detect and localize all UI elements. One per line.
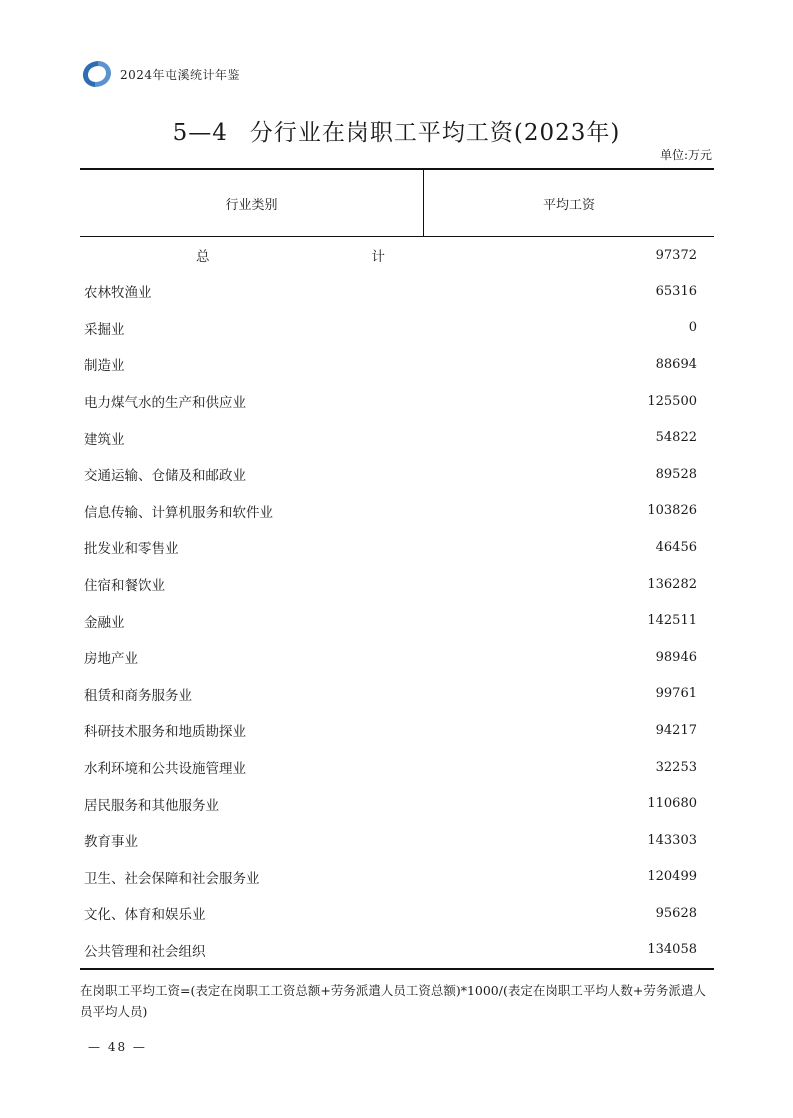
table-row [80, 639, 714, 676]
table-row [80, 822, 714, 859]
average-wage-value: 143303 [647, 832, 697, 848]
page-header [80, 58, 240, 90]
average-wage-value: 125500 [647, 393, 697, 409]
industry-name: 卫生、社会保障和社会服务业 [84, 870, 260, 887]
yearbook-logo-icon [80, 58, 114, 90]
industry-name: 文化、体育和娱乐业 [84, 907, 206, 924]
average-wage-value: 120499 [647, 869, 697, 885]
average-wage-value: 99761 [655, 686, 697, 702]
table-row [80, 419, 714, 456]
page-number: — 48 — [88, 1040, 147, 1054]
average-wage-value: 65316 [655, 283, 697, 299]
industry-name: 信息传输、计算机服务和软件业 [84, 504, 273, 521]
average-wage-value: 95628 [655, 905, 697, 921]
industry-name: 电力煤气水的生产和供应业 [84, 395, 246, 412]
average-wage-value: 142511 [647, 613, 697, 629]
average-wage-value: 89528 [655, 466, 697, 482]
table-row [80, 895, 714, 932]
table-number: 5—4 [172, 120, 228, 146]
footnote: 在岗职工平均工资=(表定在岗职工工资总额+劳务派遣人员工资总额)*1000/(表定在岗职工平均人数+劳务派遣人员平均人员) [80, 983, 706, 1019]
yearbook-title: 2024年屯溪统计年鉴 [120, 67, 241, 82]
table-row [80, 456, 714, 493]
industry-name: 制造业 [84, 358, 125, 375]
table-row [80, 676, 714, 713]
table-row [80, 310, 714, 347]
wage-table [80, 168, 714, 970]
industry-name: 水利环境和公共设施管理业 [84, 761, 246, 778]
table-row [80, 346, 714, 383]
unit-label: 单位:万元 [659, 148, 712, 162]
average-wage-value: 94217 [655, 722, 697, 738]
average-wage-value: 32253 [655, 759, 697, 775]
average-wage-value: 88694 [655, 356, 697, 372]
table-row [80, 785, 714, 822]
average-wage-value: 98946 [655, 649, 697, 665]
table-body [80, 237, 714, 968]
industry-name: 教育事业 [84, 834, 138, 851]
table-row [80, 273, 714, 310]
average-wage-value: 136282 [647, 576, 697, 592]
average-wage-value: 134058 [647, 942, 697, 958]
average-wage-value: 110680 [647, 796, 697, 812]
average-wage-value: 0 [688, 320, 697, 336]
table-row [80, 859, 714, 896]
table-row [80, 493, 714, 530]
industry-name: 科研技术服务和地质勘探业 [84, 724, 246, 741]
average-wage-value: 46456 [655, 539, 697, 555]
table-title: 分行业在岗职工平均工资(2023年) [249, 120, 621, 146]
industry-name: 交通运输、仓储及和邮政业 [84, 468, 246, 485]
page-title [0, 114, 793, 147]
industry-name: 采掘业 [84, 321, 125, 338]
table-row-total [80, 237, 714, 273]
industry-name: 居民服务和其他服务业 [84, 797, 219, 814]
total-value: 97372 [655, 247, 697, 263]
table-bottom-rule [80, 968, 714, 970]
total-label [80, 245, 497, 265]
industry-name: 住宿和餐饮业 [84, 578, 165, 595]
industry-name: 房地产业 [84, 651, 138, 668]
table-row [80, 749, 714, 786]
industry-name: 公共管理和社会组织 [84, 943, 206, 960]
table-row [80, 602, 714, 639]
industry-name: 租赁和商务服务业 [84, 687, 192, 704]
average-wage-value: 103826 [647, 503, 697, 519]
column-header-average-wage: 平均工资 [542, 197, 595, 213]
table-header-row [80, 170, 714, 237]
industry-name: 批发业和零售业 [84, 541, 179, 558]
table-row [80, 712, 714, 749]
industry-name: 建筑业 [84, 431, 125, 448]
industry-name: 金融业 [84, 614, 125, 631]
total-label-part-1: 总 [196, 249, 210, 265]
table-row [80, 529, 714, 566]
average-wage-value: 54822 [655, 430, 697, 446]
column-header-industry: 行业类别 [80, 170, 424, 236]
industry-name: 农林牧渔业 [84, 285, 152, 302]
table-row [80, 932, 714, 969]
table-row [80, 383, 714, 420]
table-row [80, 566, 714, 603]
total-label-part-2: 计 [371, 249, 385, 265]
